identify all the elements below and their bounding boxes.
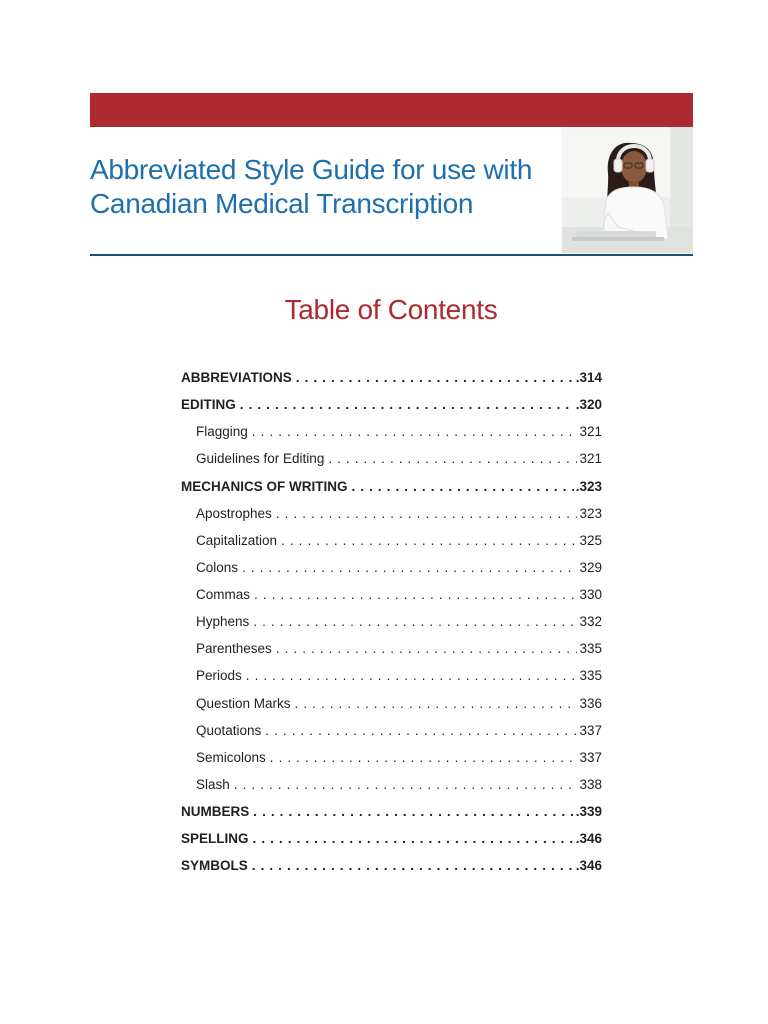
toc-dot-leader bbox=[328, 451, 577, 466]
toc-dot-leader bbox=[276, 641, 578, 656]
toc-entry[interactable] bbox=[181, 852, 602, 879]
toc-entry-label: Flagging bbox=[196, 424, 248, 440]
toc-dot-leader bbox=[265, 723, 577, 738]
toc-dot-leader bbox=[234, 777, 578, 792]
toc-entry[interactable] bbox=[181, 527, 602, 554]
toc-entry-page: .346 bbox=[575, 831, 602, 847]
toc-entry-label: Semicolons bbox=[196, 749, 266, 765]
toc-entry[interactable] bbox=[181, 473, 602, 500]
toc-entry-page: 337 bbox=[579, 722, 602, 738]
toc-dot-leader bbox=[281, 533, 577, 548]
toc-entry-label: Quotations bbox=[196, 722, 262, 738]
table-of-contents bbox=[181, 364, 602, 879]
toc-entry[interactable] bbox=[181, 554, 602, 581]
toc-entry[interactable] bbox=[181, 391, 602, 418]
transcriptionist-photo bbox=[562, 127, 693, 253]
toc-entry-label: EDITING bbox=[181, 397, 236, 413]
toc-entry-page: 329 bbox=[579, 559, 602, 575]
toc-entry-page: 323 bbox=[579, 505, 602, 521]
transcriptionist-illustration bbox=[562, 127, 693, 253]
toc-entry-page: 321 bbox=[579, 451, 602, 467]
toc-entry-page: .346 bbox=[575, 858, 602, 874]
toc-entry-label: NUMBERS bbox=[181, 804, 250, 820]
toc-entry[interactable] bbox=[181, 608, 602, 635]
toc-entry-label: Apostrophes bbox=[196, 505, 272, 521]
document-title-line-1: Abbreviated Style Guide for use with bbox=[90, 154, 533, 185]
toc-entry[interactable] bbox=[181, 771, 602, 798]
toc-entry[interactable] bbox=[181, 500, 602, 527]
toc-dot-leader bbox=[352, 479, 574, 494]
toc-entry[interactable] bbox=[181, 798, 602, 825]
toc-dot-leader bbox=[242, 560, 577, 575]
toc-entry-page: 321 bbox=[579, 424, 602, 440]
toc-entry-page: 336 bbox=[579, 695, 602, 711]
toc-entry[interactable] bbox=[181, 445, 602, 472]
toc-entry[interactable] bbox=[181, 581, 602, 608]
toc-entry-page: 337 bbox=[579, 749, 602, 765]
toc-entry[interactable] bbox=[181, 635, 602, 662]
toc-entry-page: 332 bbox=[579, 614, 602, 630]
document-title-line-2: Canadian Medical Transcription bbox=[90, 188, 474, 219]
header-divider bbox=[90, 254, 693, 256]
header-red-bar bbox=[90, 93, 693, 127]
toc-dot-leader bbox=[253, 614, 577, 629]
toc-dot-leader bbox=[240, 397, 574, 412]
toc-entry-page: .323 bbox=[575, 478, 602, 494]
toc-dot-leader bbox=[252, 424, 578, 439]
toc-entry-page: .339 bbox=[575, 804, 602, 820]
toc-entry-page: .320 bbox=[575, 397, 602, 413]
toc-entry-label: SPELLING bbox=[181, 831, 249, 847]
toc-entry-page: 338 bbox=[579, 776, 602, 792]
toc-entry-label: SYMBOLS bbox=[181, 858, 248, 874]
toc-entry-label: Capitalization bbox=[196, 532, 278, 548]
toc-entry-page: 325 bbox=[579, 532, 602, 548]
toc-entry[interactable] bbox=[181, 825, 602, 852]
toc-entry-label: Hyphens bbox=[196, 614, 250, 630]
toc-entry[interactable] bbox=[181, 690, 602, 717]
toc-entry-label: Colons bbox=[196, 559, 239, 575]
toc-entry[interactable] bbox=[181, 662, 602, 689]
toc-entry-label: Slash bbox=[196, 776, 230, 792]
toc-entry[interactable] bbox=[181, 364, 602, 391]
toc-entry-label: MECHANICS OF WRITING bbox=[181, 478, 348, 494]
toc-dot-leader bbox=[246, 668, 578, 683]
toc-entry-label: Guidelines for Editing bbox=[196, 451, 325, 467]
toc-dot-leader bbox=[252, 858, 574, 873]
toc-entry-label: Question Marks bbox=[196, 695, 291, 711]
toc-entry[interactable] bbox=[181, 744, 602, 771]
toc-entry-label: Periods bbox=[196, 668, 242, 684]
toc-heading: Table of Contents bbox=[284, 294, 498, 325]
toc-entry-label: ABBREVIATIONS bbox=[181, 370, 292, 386]
toc-entry-label: Commas bbox=[196, 587, 251, 603]
document-title bbox=[90, 153, 560, 221]
toc-dot-leader bbox=[276, 506, 578, 521]
toc-dot-leader bbox=[295, 696, 578, 711]
toc-entry-label: Parentheses bbox=[196, 641, 272, 657]
toc-entry-page: 335 bbox=[579, 641, 602, 657]
toc-entry-page: 335 bbox=[579, 668, 602, 684]
toc-dot-leader bbox=[253, 831, 574, 846]
toc-dot-leader bbox=[254, 587, 577, 602]
toc-entry[interactable] bbox=[181, 717, 602, 744]
toc-dot-leader bbox=[296, 370, 574, 385]
toc-entry-page: .314 bbox=[575, 370, 602, 386]
toc-entry[interactable] bbox=[181, 418, 602, 445]
toc-dot-leader bbox=[253, 804, 573, 819]
toc-dot-leader bbox=[270, 750, 578, 765]
toc-entry-page: 330 bbox=[579, 587, 602, 603]
